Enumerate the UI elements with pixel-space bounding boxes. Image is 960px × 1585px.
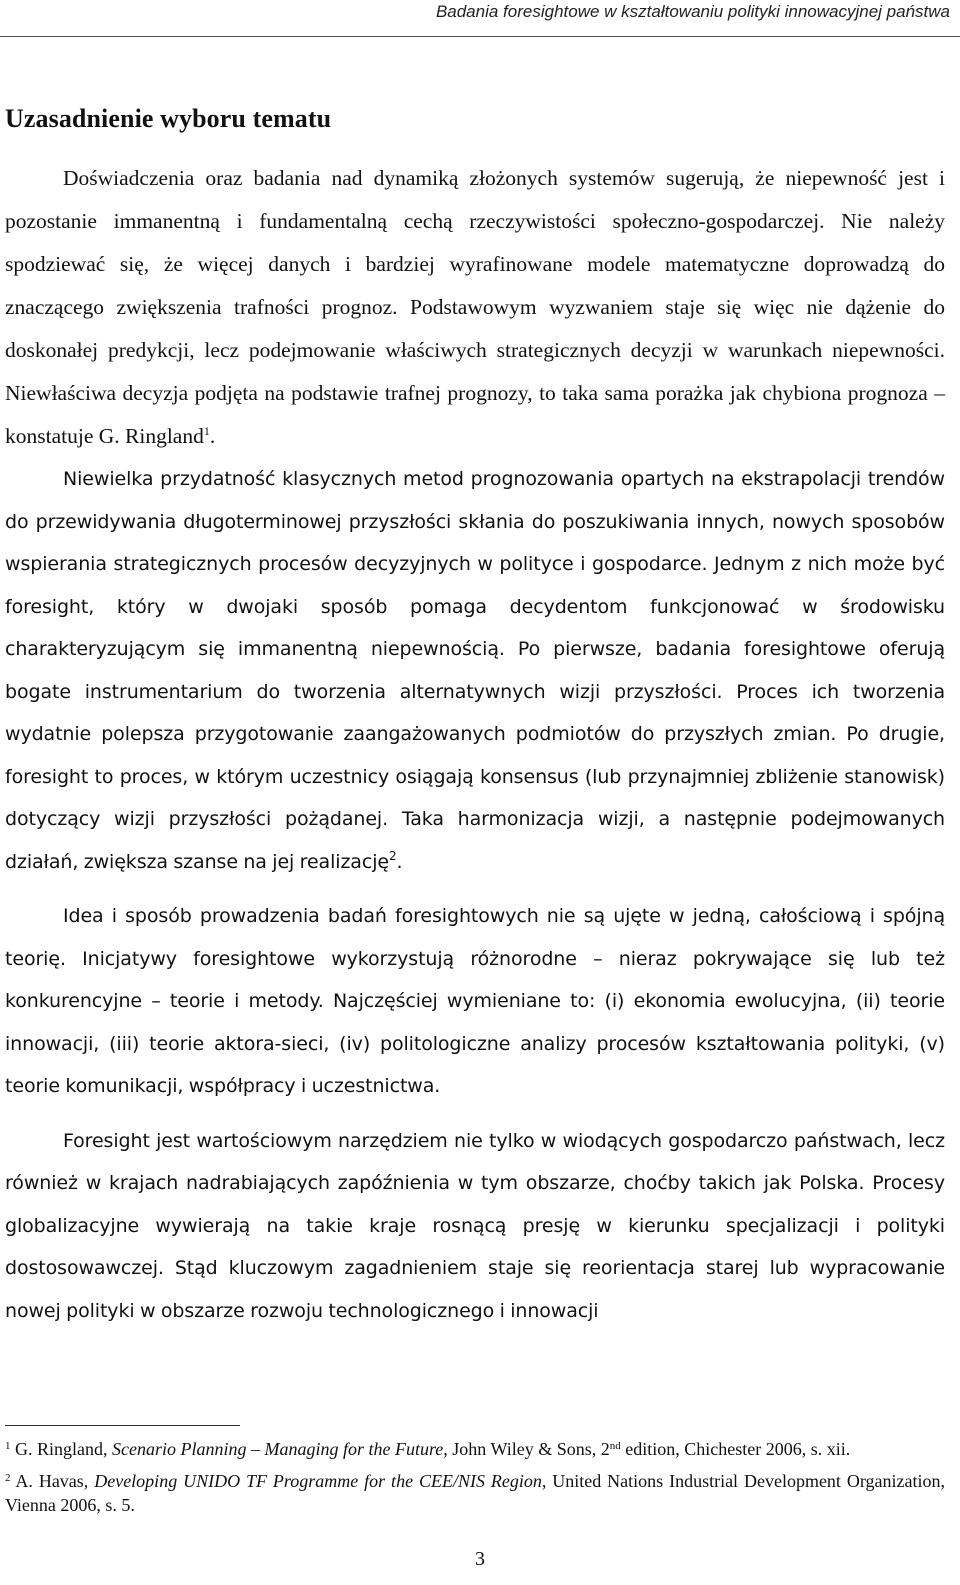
footnote-2 (5, 1469, 945, 1517)
running-header: Badania foresightowe w kształtowaniu polityki innowacyjnej państwa (435, 2, 950, 21)
header-divider (0, 36, 960, 37)
footnote-1-publisher: , John Wiley & Sons, 2 (443, 1439, 610, 1459)
paragraph-1 (5, 157, 945, 458)
footnote-1-author: G. Ringland, (10, 1439, 112, 1459)
footnote-divider (5, 1425, 240, 1426)
page-number: 3 (475, 1548, 485, 1570)
section-title: Uzasadnienie wyboru tematu (5, 104, 332, 133)
body-text (5, 157, 945, 1332)
footnote-ref-2: 2 (388, 848, 397, 863)
footnote-1 (5, 1437, 945, 1461)
footnote-2-author: A. Havas, (10, 1471, 95, 1491)
footnote-2-number: 2 (5, 1472, 11, 1484)
paragraph-2 (5, 458, 945, 883)
footnote-1-number: 1 (5, 1440, 11, 1452)
paragraph-2-end: . (396, 850, 403, 873)
footnote-1-title: Scenario Planning – Managing for the Future (112, 1439, 444, 1459)
paragraph-3: Idea i sposób prowadzenia badań foresightowych nie są ujęte w jedną, całościową i spójną teorię. Inicjatywy foresightowe wykorzystują różnorodne – nieraz pokrywające się lub też konkurencyjne – teorie i metody. Najczęściej wymieniane to: (i) ekonomia ewolucyjna, (ii) teorie innowacji, (iii) teorie aktora-sieci, (iv) politologiczne analizy procesów kształtowania polityki, (v) teorie komunikacji, współpracy i uczestnictwa. (5, 905, 945, 1097)
paragraph-2-text: Niewielka przydatność klasycznych metod prognozowania opartych na ekstrapolacji trendów do przewidywania długoterminowej przyszłości skłania do poszukiwania innych, nowych sposobów wspierania strategicznych procesów decyzyjnych w polityce i gospodarce. Jednym z nich może być foresight, który w dwojaki sposób pomaga decydentom funkcjonować w środowisku charakteryzującym się immanentną niepewnością. Po pierwsze, badania foresightowe oferują bogate instrumentarium do tworzenia alternatywnych wizji przyszłości. Proces ich tworzenia wydatnie polepsza przygotowanie zaangażowanych podmiotów do przyszłych zmian. Po drugie, foresight to proces, w którym uczestnicy osiągają konsensus (lub przynajmniej zbliżenie stanowisk) dotyczący wizji przyszłości pożądanej. Taka harmonizacja wizji, a następnie podejmowanych działań, zwiększa szanse na jej realizację (5, 468, 945, 873)
footnotes (5, 1437, 945, 1525)
footnote-2-details: , United Nations Industrial Development Organization, Vienna 2006, s. 5. (5, 1471, 945, 1515)
paragraph-1-text: Doświadczenia oraz badania nad dynamiką złożonych systemów sugerują, że niepewność jest i pozostanie immanentną i fundamentalną cechą rzeczywistości społeczno-gospodarczej. Nie należy spodziewać się, że więcej danych i bardziej wyrafinowane modele matematyczne doprowadzą do znaczącego zwiększenia trafności prognoz. Podstawowym wyzwaniem staje się więc nie dążenie do doskonałej predykcji, lecz podejmowanie właściwych strategicznych decyzji w warunkach niepewności. Niewłaściwa decyzja podjęta na podstawie trafnej prognozy, to taka sama porażka jak chybiona prognoza – konstatuje G. Ringland (5, 166, 945, 448)
footnote-1-details: edition, Chichester 2006, s. xii. (620, 1439, 851, 1459)
footnote-1-edition-sup: nd (609, 1440, 621, 1452)
paragraph-1-end: . (209, 424, 216, 448)
footnote-2-title: Developing UNIDO TF Programme for the CEE/NIS Region (94, 1471, 542, 1491)
footnote-ref-1: 1 (203, 424, 210, 438)
paragraph-4: Foresight jest wartościowym narzędziem nie tylko w wiodących gospodarczo państwach, lecz również w krajach nadrabiających zapóźnienia w tym obszarze, choćby takich jak Polska. Procesy globalizacyjne wywierają na takie kraje rosnącą presję w kierunku specjalizacji i polityki dostosowawczej. Stąd kluczowym zagadnieniem staje się reorientacja starej lub wypracowanie nowej polityki w obszarze rozwoju technologicznego i innowacji (5, 1129, 945, 1322)
